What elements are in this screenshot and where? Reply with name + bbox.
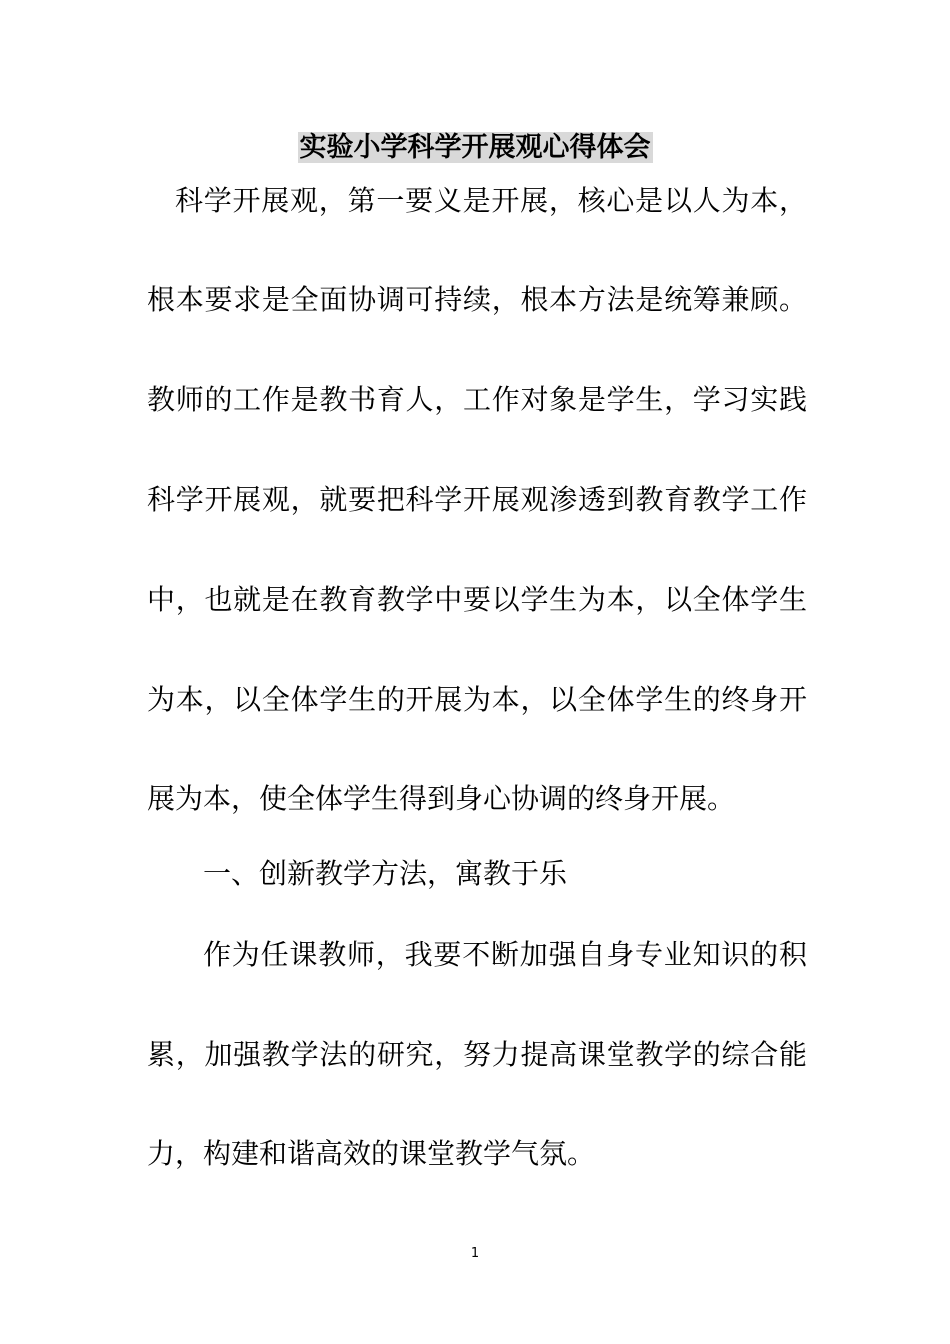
paragraph-1-line-6: 为本，以全体学生的开展为本，以全体学生的终身开 — [147, 683, 807, 716]
paragraph-2-line-3: 力，构建和谐高效的课堂教学气氛。 — [147, 1137, 596, 1170]
section-heading: 一、创新教学方法，寓教于乐 — [203, 857, 568, 890]
paragraph-1-line-3: 教师的工作是教书育人，工作对象是学生，学习实践 — [147, 383, 807, 416]
paragraph-1-line-2: 根本要求是全面协调可持续，根本方法是统筹兼顾。 — [147, 283, 807, 316]
paragraph-1-line-4: 科学开展观，就要把科学开展观渗透到教育教学工作 — [147, 483, 807, 516]
document-title — [0, 128, 950, 168]
paragraph-2-line-1: 作为任课教师，我要不断加强自身专业知识的积 — [203, 938, 807, 971]
paragraph-2-line-2: 累，加强教学法的研究，努力提高课堂教学的综合能 — [147, 1038, 807, 1071]
page-number: 1 — [470, 1246, 480, 1261]
document-title-text: 实验小学科学开展观心得体会 — [299, 132, 651, 163]
paragraph-1-line-7: 展为本，使全体学生得到身心协调的终身开展。 — [147, 782, 736, 815]
paragraph-1-line-1: 科学开展观，第一要义是开展，核心是以人为本， — [175, 184, 807, 217]
paragraph-1-line-5: 中，也就是在教育教学中要以学生为本，以全体学生 — [147, 583, 807, 616]
